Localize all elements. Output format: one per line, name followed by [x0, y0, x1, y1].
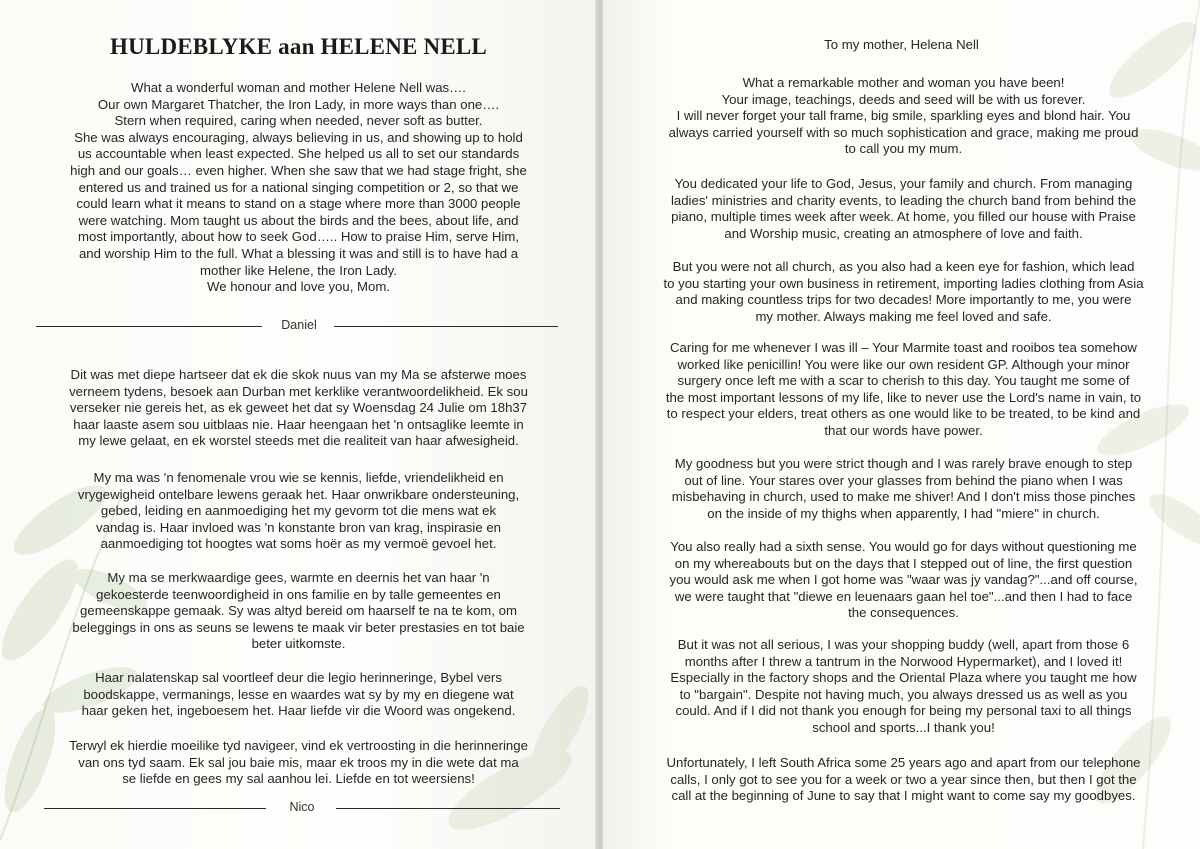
- divider: [334, 326, 558, 327]
- letter-p6: [611, 539, 1196, 622]
- text-line: haar laaste asem sou uitblaas nie. Haar heengaan het 'n ontsaglike leemte in: [73, 416, 524, 432]
- text-line: van ons tyd saam. Ek sal jou baie mis, maar ek troos my in die wete dat ma: [78, 754, 519, 770]
- text-line: ladies' ministries and charity events, to leading the church band from behind the: [670, 192, 1137, 208]
- letter-p1: [611, 75, 1196, 158]
- text-line: that our words have power.: [824, 422, 983, 438]
- text-line: gemeenskappe gemaak. Sy was altyd bereid om haarself te na te kom, om: [80, 603, 517, 619]
- text-line: Terwyl ek hierdie moeilike tyd navigeer, vind ek vertroosting in die herinneringe: [69, 738, 528, 753]
- divider: [44, 808, 266, 809]
- text-line: We honour and love you, Mom.: [206, 279, 390, 295]
- text-line: months after I threw a tantrum in the Norwood Hypermarket), and I loved it!: [684, 653, 1123, 669]
- text-line: to respect your elders, treat others as one would like to be treated, to be kind and: [666, 406, 1141, 422]
- letter-p5: [611, 456, 1196, 522]
- text-line: school and sports...I thank you!: [812, 719, 995, 735]
- text-line: Caring for me whenever I was ill – Your Marmite toast and rooibos tea somehow: [670, 340, 1137, 355]
- text-line: haar geken het, ingeboesem het. Haar liefde vir die Woord was ongekend.: [81, 703, 516, 719]
- text-line: my mother. Always making me feel loved and safe.: [755, 308, 1052, 324]
- text-line: I will never forget your tall frame, big smile, sparkling eyes and blond hair. You: [676, 108, 1131, 124]
- text-line: piano, multiple times week after week. At home, you filled our house with Praise: [671, 209, 1136, 225]
- text-line: What a remarkable mother and woman you have been!: [742, 75, 1065, 90]
- letter-p2: [611, 176, 1196, 242]
- text-line: the most important lessons of my life, like to never use the Lord's name in vain, to: [665, 389, 1142, 405]
- text-line: to "bargain". Despite not having much, you always dressed us as well as you: [679, 686, 1128, 702]
- text-line: out of line. Your stares over your glasses from behind the piano when I was: [684, 472, 1123, 488]
- text-line: you would ask me when I got home was "waar was jy vandag?"...and off course,: [669, 572, 1138, 588]
- text-line: vandag is. Haar invloed was 'n konstante bron van krag, inspirasie en: [96, 519, 501, 535]
- text-line: boodskappe, vermanings, lesse en waardes wat sy by my en diegene wat: [83, 686, 514, 702]
- text-line: call at the beginning of June to say that I might want to come say my goodbyes.: [671, 788, 1136, 804]
- text-line: gekoesterde teenwoordigheid in ons familie en by talle gemeentes en: [96, 586, 501, 602]
- text-line: vrygewigheid ontelbare lewens geraak het. Haar onwrikbare ondersteuning,: [77, 486, 520, 502]
- text-line: high and our goals… even higher. When she saw that we had stage fright, she: [70, 162, 527, 178]
- text-line: always carried yourself with so much sophistication and grace, making me proud: [668, 124, 1139, 140]
- text-line: on the inside of my thighs when apparently, I had "miere" in church.: [707, 505, 1100, 521]
- letter-p8: [611, 755, 1196, 805]
- letter-p4: [611, 340, 1196, 440]
- text-line: What a wonderful woman and mother Helene Nell was….: [131, 80, 466, 95]
- tribute-nico-p4: [14, 670, 583, 720]
- text-line: verneem tydens, besoek aan Durban met kerklike verantwoordelikheid. Ek sou: [69, 383, 528, 399]
- right-page: [603, 0, 1200, 849]
- text-line: to call you my mum.: [844, 141, 963, 157]
- text-line: My ma was 'n fenomenale vrou wie se kennis, liefde, vriendelikheid en: [93, 470, 504, 485]
- page-title: HULDEBLYKE aan HELENE NELL: [110, 34, 487, 59]
- text-line: Stern when required, caring when needed, never soft as butter.: [114, 113, 483, 129]
- signature-daniel: [36, 318, 558, 334]
- text-line: mother like Helene, the Iron Lady.: [200, 262, 397, 278]
- text-line: My ma se merkwaardige gees, warmte en deernis het van haar 'n: [107, 570, 490, 585]
- divider: [36, 326, 262, 327]
- text-line: Unfortunately, I left South Africa some 25 years ago and apart from our telephone: [666, 755, 1141, 770]
- text-line: my lewe gelaat, en ek worstel steeds met die realiteit van haar afwesigheid.: [78, 433, 519, 449]
- text-line: My goodness but you were strict though and I was rarely brave enough to step: [674, 456, 1133, 471]
- text-line: gebed, leiding en aanmoediging het my gevorm tot die mens wat ek: [100, 503, 497, 519]
- tribute-nico-p3: [14, 570, 583, 653]
- heading-text: To my mother, Helena Nell: [824, 37, 979, 52]
- letter-p3: [611, 259, 1196, 325]
- text-line: calls, I only got to see you for a week or two a year since then, but then I got the: [670, 771, 1137, 787]
- text-line: You dedicated your life to God, Jesus, your family and church. From managing: [674, 176, 1133, 191]
- text-line: could. And if I did not thank you enough for being my personal taxi to all things: [675, 703, 1132, 719]
- text-line: were watching. Mom taught us about the birds and the bees, about life, and: [78, 212, 519, 228]
- text-line: verseker nie gereis het, as ek geweet het dat sy Woensdag 24 Julie om 18h37: [69, 400, 528, 416]
- text-line: Your image, teachings, deeds and seed will be with us forever.: [721, 91, 1086, 107]
- text-line: the consequences.: [848, 605, 959, 621]
- text-line: You also really had a sixth sense. You would go for days without questioning me: [670, 539, 1137, 554]
- text-line: aanmoediging tot hoogtes wat soms hoër as my vermoë gevoel het.: [100, 536, 497, 552]
- text-line: entered us and trained us for a national singing competition or 2, so that we: [78, 179, 519, 195]
- divider: [336, 808, 560, 809]
- left-page: [0, 0, 597, 849]
- text-line: But you were not all church, as you also had a keen eye for fashion, which lead: [672, 259, 1135, 274]
- text-line: Especially in the factory shops and the Oriental Plaza where you taught me how: [670, 670, 1137, 686]
- text-line: most importantly, about how to seek God….. How to praise Him, serve Him,: [78, 229, 519, 245]
- text-line: us accountable when least expected. She helped us all to set our standards: [77, 146, 520, 162]
- tribute-nico-p1: [14, 367, 583, 450]
- text-line: Haar nalatenskap sal voortleef deur die legio herinneringe, Bybel vers: [95, 670, 502, 685]
- text-line: could learn what it means to stand on a stage where more than 3000 people: [76, 196, 521, 212]
- text-line: to you starting your own business in retirement, importing ladies clothing from Asia: [663, 275, 1144, 291]
- text-line: on my whereabouts but on the days that I stepped out of line, the first question: [674, 555, 1133, 571]
- text-line: worked like penicillin! You were like our own resident GP. Although your minor: [677, 356, 1130, 372]
- signature-name: Nico: [289, 800, 315, 814]
- tribute-nico-p2: [14, 470, 583, 553]
- signature-nico: [44, 800, 560, 816]
- text-line: Dit was met diepe hartseer dat ek die skok nuus van my Ma se afsterwe moes: [70, 367, 527, 382]
- text-line: misbehaving in church, used to make me shiver! And I don't miss those pinches: [671, 489, 1136, 505]
- signature-name: Daniel: [281, 318, 317, 332]
- text-line: se liefde en gees my sal aanhou lei. Liefde en tot weersiens!: [122, 771, 475, 787]
- text-line: Our own Margaret Thatcher, the Iron Lady, in more ways than one….: [97, 96, 500, 112]
- text-line: and making countless trips for two decades! More importantly to me, you were: [675, 292, 1132, 308]
- tribute-daniel: [20, 80, 577, 296]
- letter-heading: [603, 37, 1200, 54]
- letter-p7: [611, 637, 1196, 737]
- text-line: beleggings in ons as seuns se lewens te maak vir beter prestasies en tot baie: [72, 619, 525, 635]
- text-line: and worship Him to the full. What a blessing it was and still is to have had a: [78, 245, 519, 261]
- text-line: surgery once left me with a scar to cherish to this day. You taught me some of: [677, 373, 1130, 389]
- tribute-nico-p5: [14, 738, 583, 788]
- text-line: and Worship music, creating an atmosphere of love and faith.: [724, 225, 1083, 241]
- text-line: beter uitkomste.: [251, 636, 346, 652]
- text-line: But it was not all serious, I was your shopping buddy (well, apart from those 6: [677, 637, 1130, 652]
- text-line: we were taught that "diewe en leuenaars gaan hel toe"...and then I had to face: [674, 588, 1133, 604]
- text-line: She was always encouraging, always believing in us, and showing up to hold: [74, 129, 523, 145]
